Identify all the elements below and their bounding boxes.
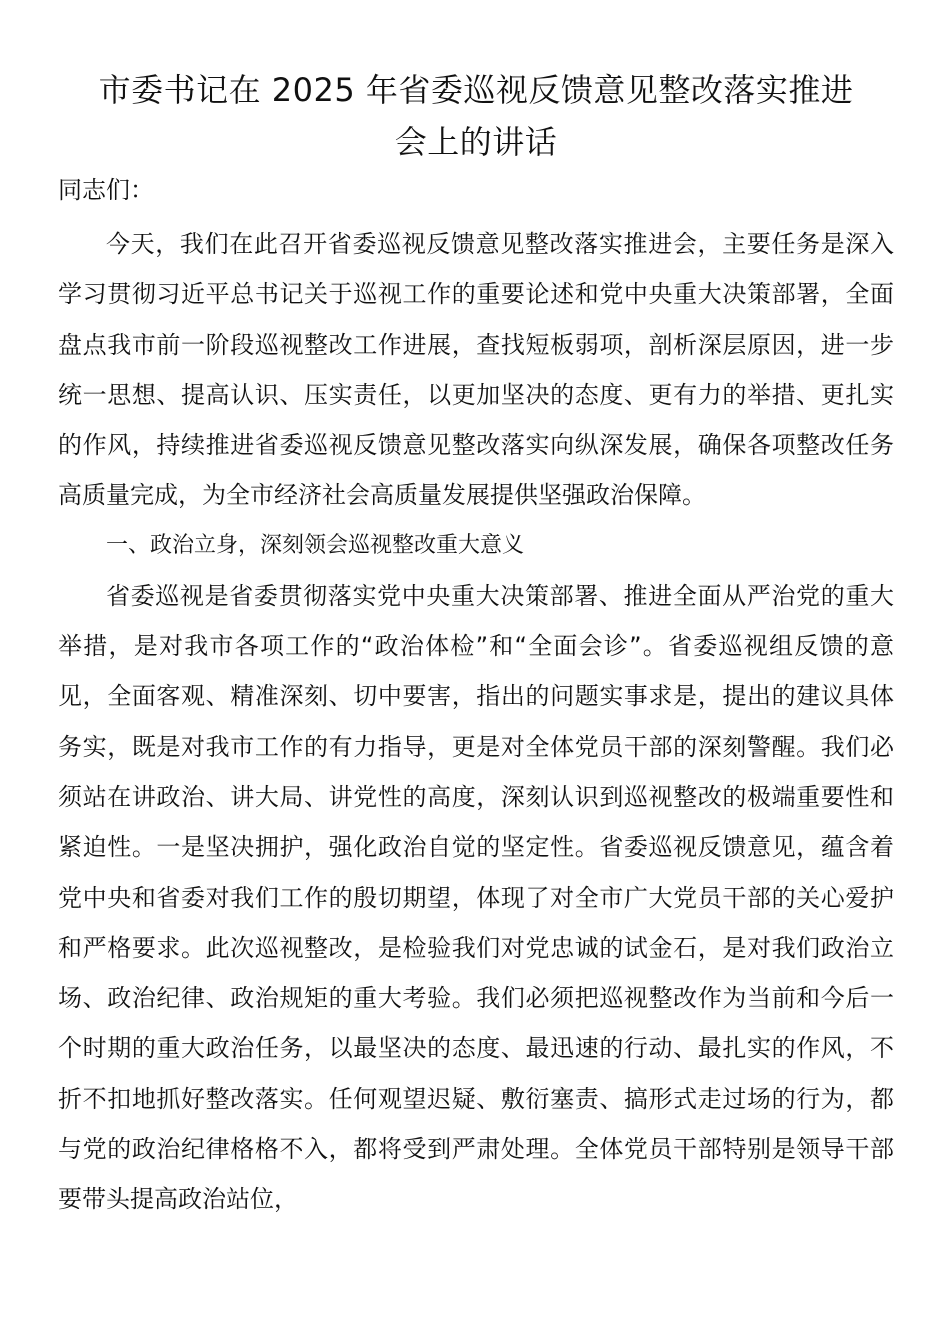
intro-paragraph: 今天，我们在此召开省委巡视反馈意见整改落实推进会，主要任务是深入学习贯彻习近平总书记关于巡视工作的重要论述和党中央重大决策部署，全面盘点我市前一阶段巡视整改工作进展，查找短板弱项，剖析深层原因，进一步统一思想、提高认识、压实责任，以更加坚决的态度、更有力的举措、更扎实的作风，持续推进省委巡视反馈意见整改落实向纵深发展，确保各项整改任务高质量完成，为全市经济社会高质量发展提供坚强政治保障。 [58, 230, 894, 510]
document-page [58, 64, 894, 1225]
title-line-2: 会上的讲话 [394, 123, 558, 161]
section-1-heading: 一、政治立身，深刻领会巡视整改重大意义 [106, 532, 525, 558]
greeting: 同志们： [58, 176, 154, 204]
title-line-1: 市委书记在 2025 年省委巡视反馈意见整改落实推进 [98, 71, 854, 109]
section-1-paragraph: 省委巡视是省委贯彻落实党中央重大决策部署、推进全面从严治党的重大举措，是对我市各项工作的“政治体检”和“全面会诊”。省委巡视组反馈的意见，全面客观、精准深刻、切中要害，指出的问题实事求是，提出的建议具体务实，既是对我市工作的有力指导，更是对全体党员干部的深刻警醒。我们必须站在讲政治、讲大局、讲党性的高度，深刻认识到巡视整改的极端重要性和紧迫性。一是坚决拥护，强化政治自觉的坚定性。省委巡视反馈意见，蕴含着党中央和省委对我们工作的殷切期望，体现了对全市广大党员干部的关心爱护和严格要求。此次巡视整改，是检验我们对党忠诚的试金石，是对我们政治立场、政治纪律、政治规矩的重大考验。我们必须把巡视整改作为当前和今后一个时期的重大政治任务，以最坚决的态度、最迅速的行动、最扎实的作风，不折不扣地抓好整改落实。任何观望迟疑、敷衍塞责、搞形式走过场的行为，都与党的政治纪律格格不入，都将受到严肃处理。全体党员干部特别是领导干部要带头提高政治站位， [58, 581, 894, 1214]
document-title [58, 64, 894, 168]
